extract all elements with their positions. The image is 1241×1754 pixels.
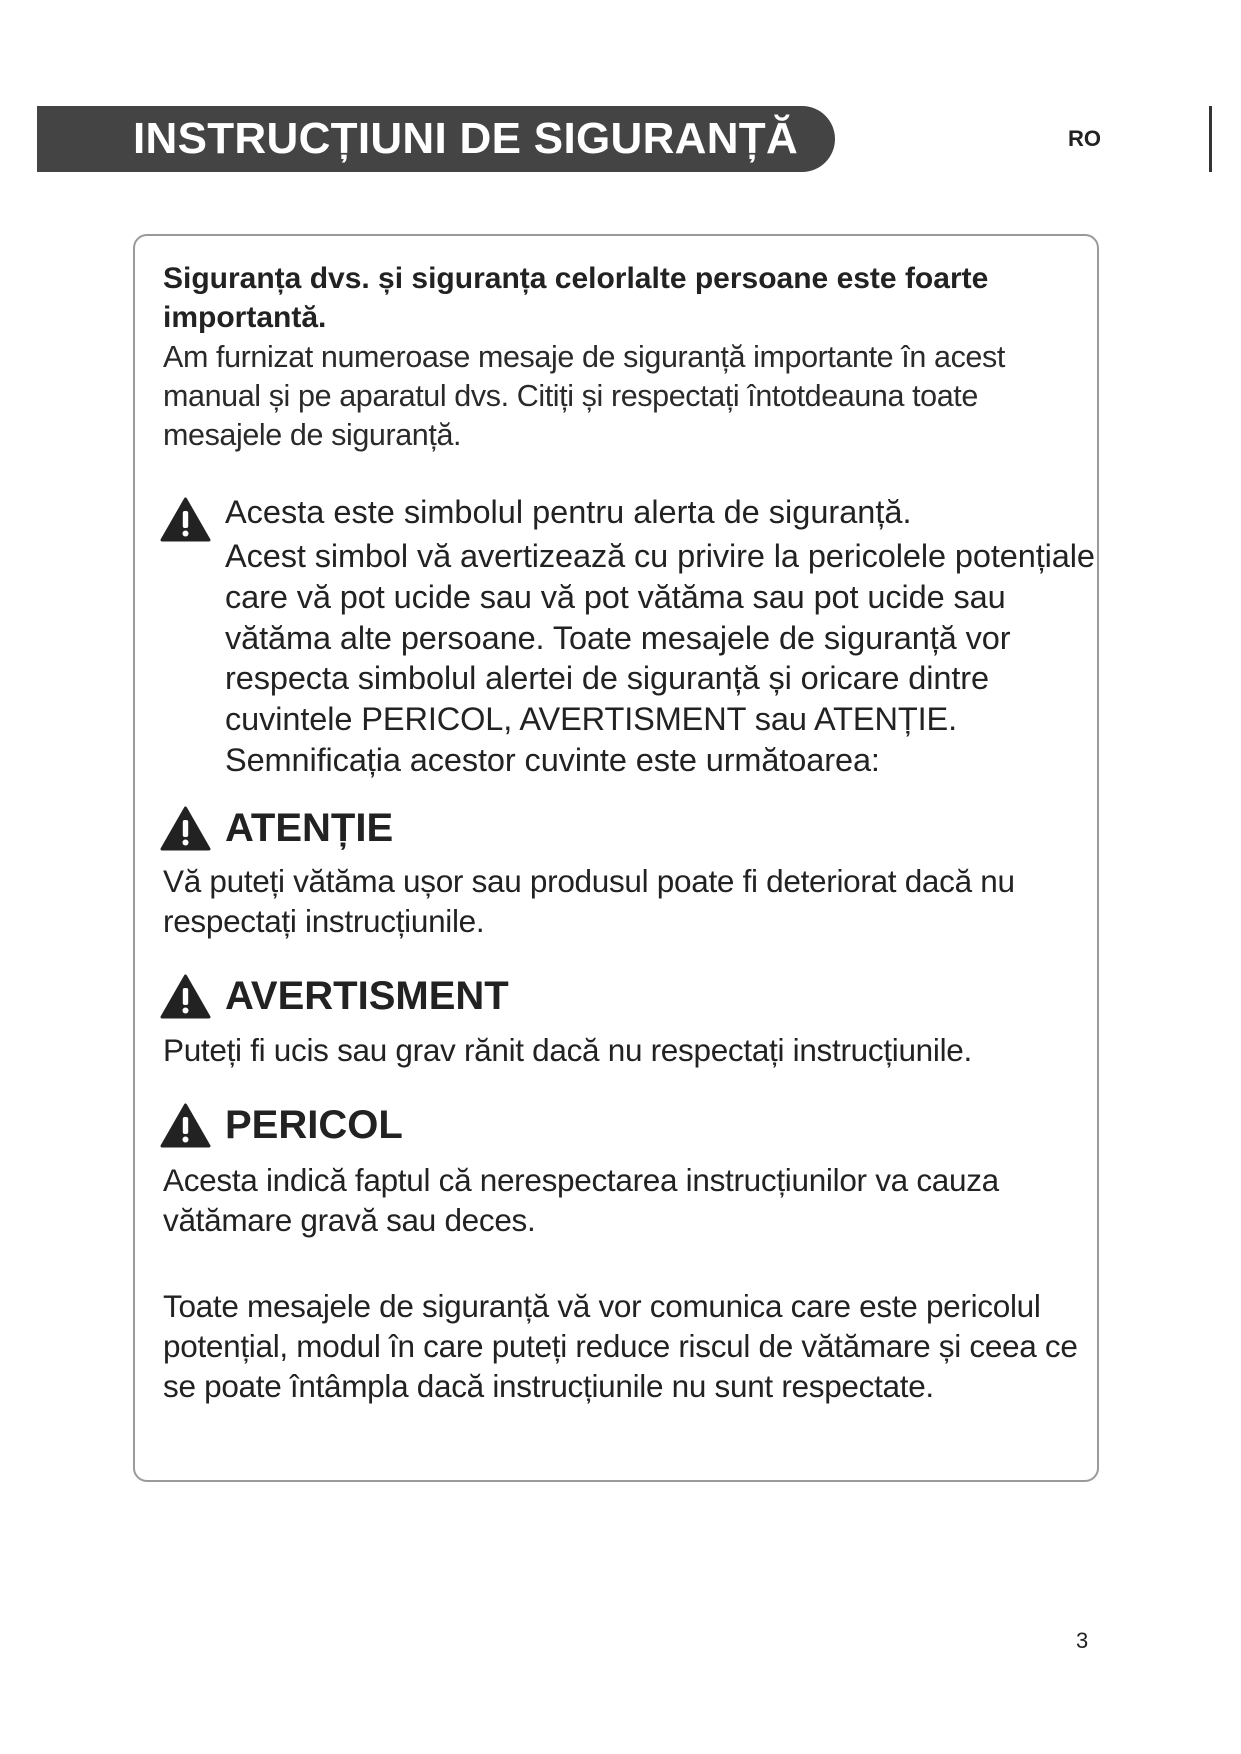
signal-word-atentie: ATENȚIE <box>225 806 394 850</box>
warning-triangle-icon <box>160 974 211 1019</box>
page-title: INSTRUCȚIUNI DE SIGURANȚĂ <box>133 114 799 163</box>
alert-symbol-title: Acesta este simbolul pentru alerta de siguranță. <box>225 494 912 530</box>
signal-description-pericol: Acesta indică faptul că nerespectarea instrucțiunilor va cauza vătămare gravă sau deces. <box>163 1162 999 1238</box>
intro-paragraph: Am furnizat numeroase mesaje de siguranță importante în acest manual și pe aparatul dvs. Citiți și respectați întotdeauna toate mesajele de siguranță. <box>163 340 1005 452</box>
signal-word-avertisment: AVERTISMENT <box>225 974 509 1018</box>
warning-triangle-icon <box>160 497 211 542</box>
signal-word-pericol: PERICOL <box>225 1103 403 1147</box>
page-edge-divider <box>1209 106 1212 172</box>
alert-symbol-description: Acest simbol vă avertizează cu privire la pericolele potențiale care vă pot ucide sau vă pot vătăma sau pot ucide sau vătăma alte persoane. Toate mesajele de siguranță vor respecta simbolul alertei de siguranță și oricare dintre cuvintele PERICOL, AVERTISMENT sau ATENȚIE. Semnificația acestor cuvinte este următoarea: <box>225 538 1095 778</box>
signal-description-avertisment: Puteți fi ucis sau grav rănit dacă nu respectați instrucțiunile. <box>163 1032 972 1068</box>
language-code: RO <box>1068 126 1101 151</box>
warning-triangle-icon <box>160 1103 211 1148</box>
signal-description-atentie: Vă puteți vătăma ușor sau produsul poate fi deteriorat dacă nu respectați instrucțiunile. <box>163 863 1015 939</box>
intro-heading: Siguranța dvs. și siguranța celorlalte persoane este foarte importantă. <box>163 262 989 334</box>
page-number: 3 <box>1076 1628 1089 1653</box>
warning-triangle-icon <box>160 806 211 851</box>
closing-paragraph: Toate mesajele de siguranță vă vor comunica care este pericolul potențial, modul în care puteți reduce riscul de vătămare și ceea ce se poate întâmpla dacă instrucțiunile nu sunt respectate. <box>163 1288 1078 1404</box>
